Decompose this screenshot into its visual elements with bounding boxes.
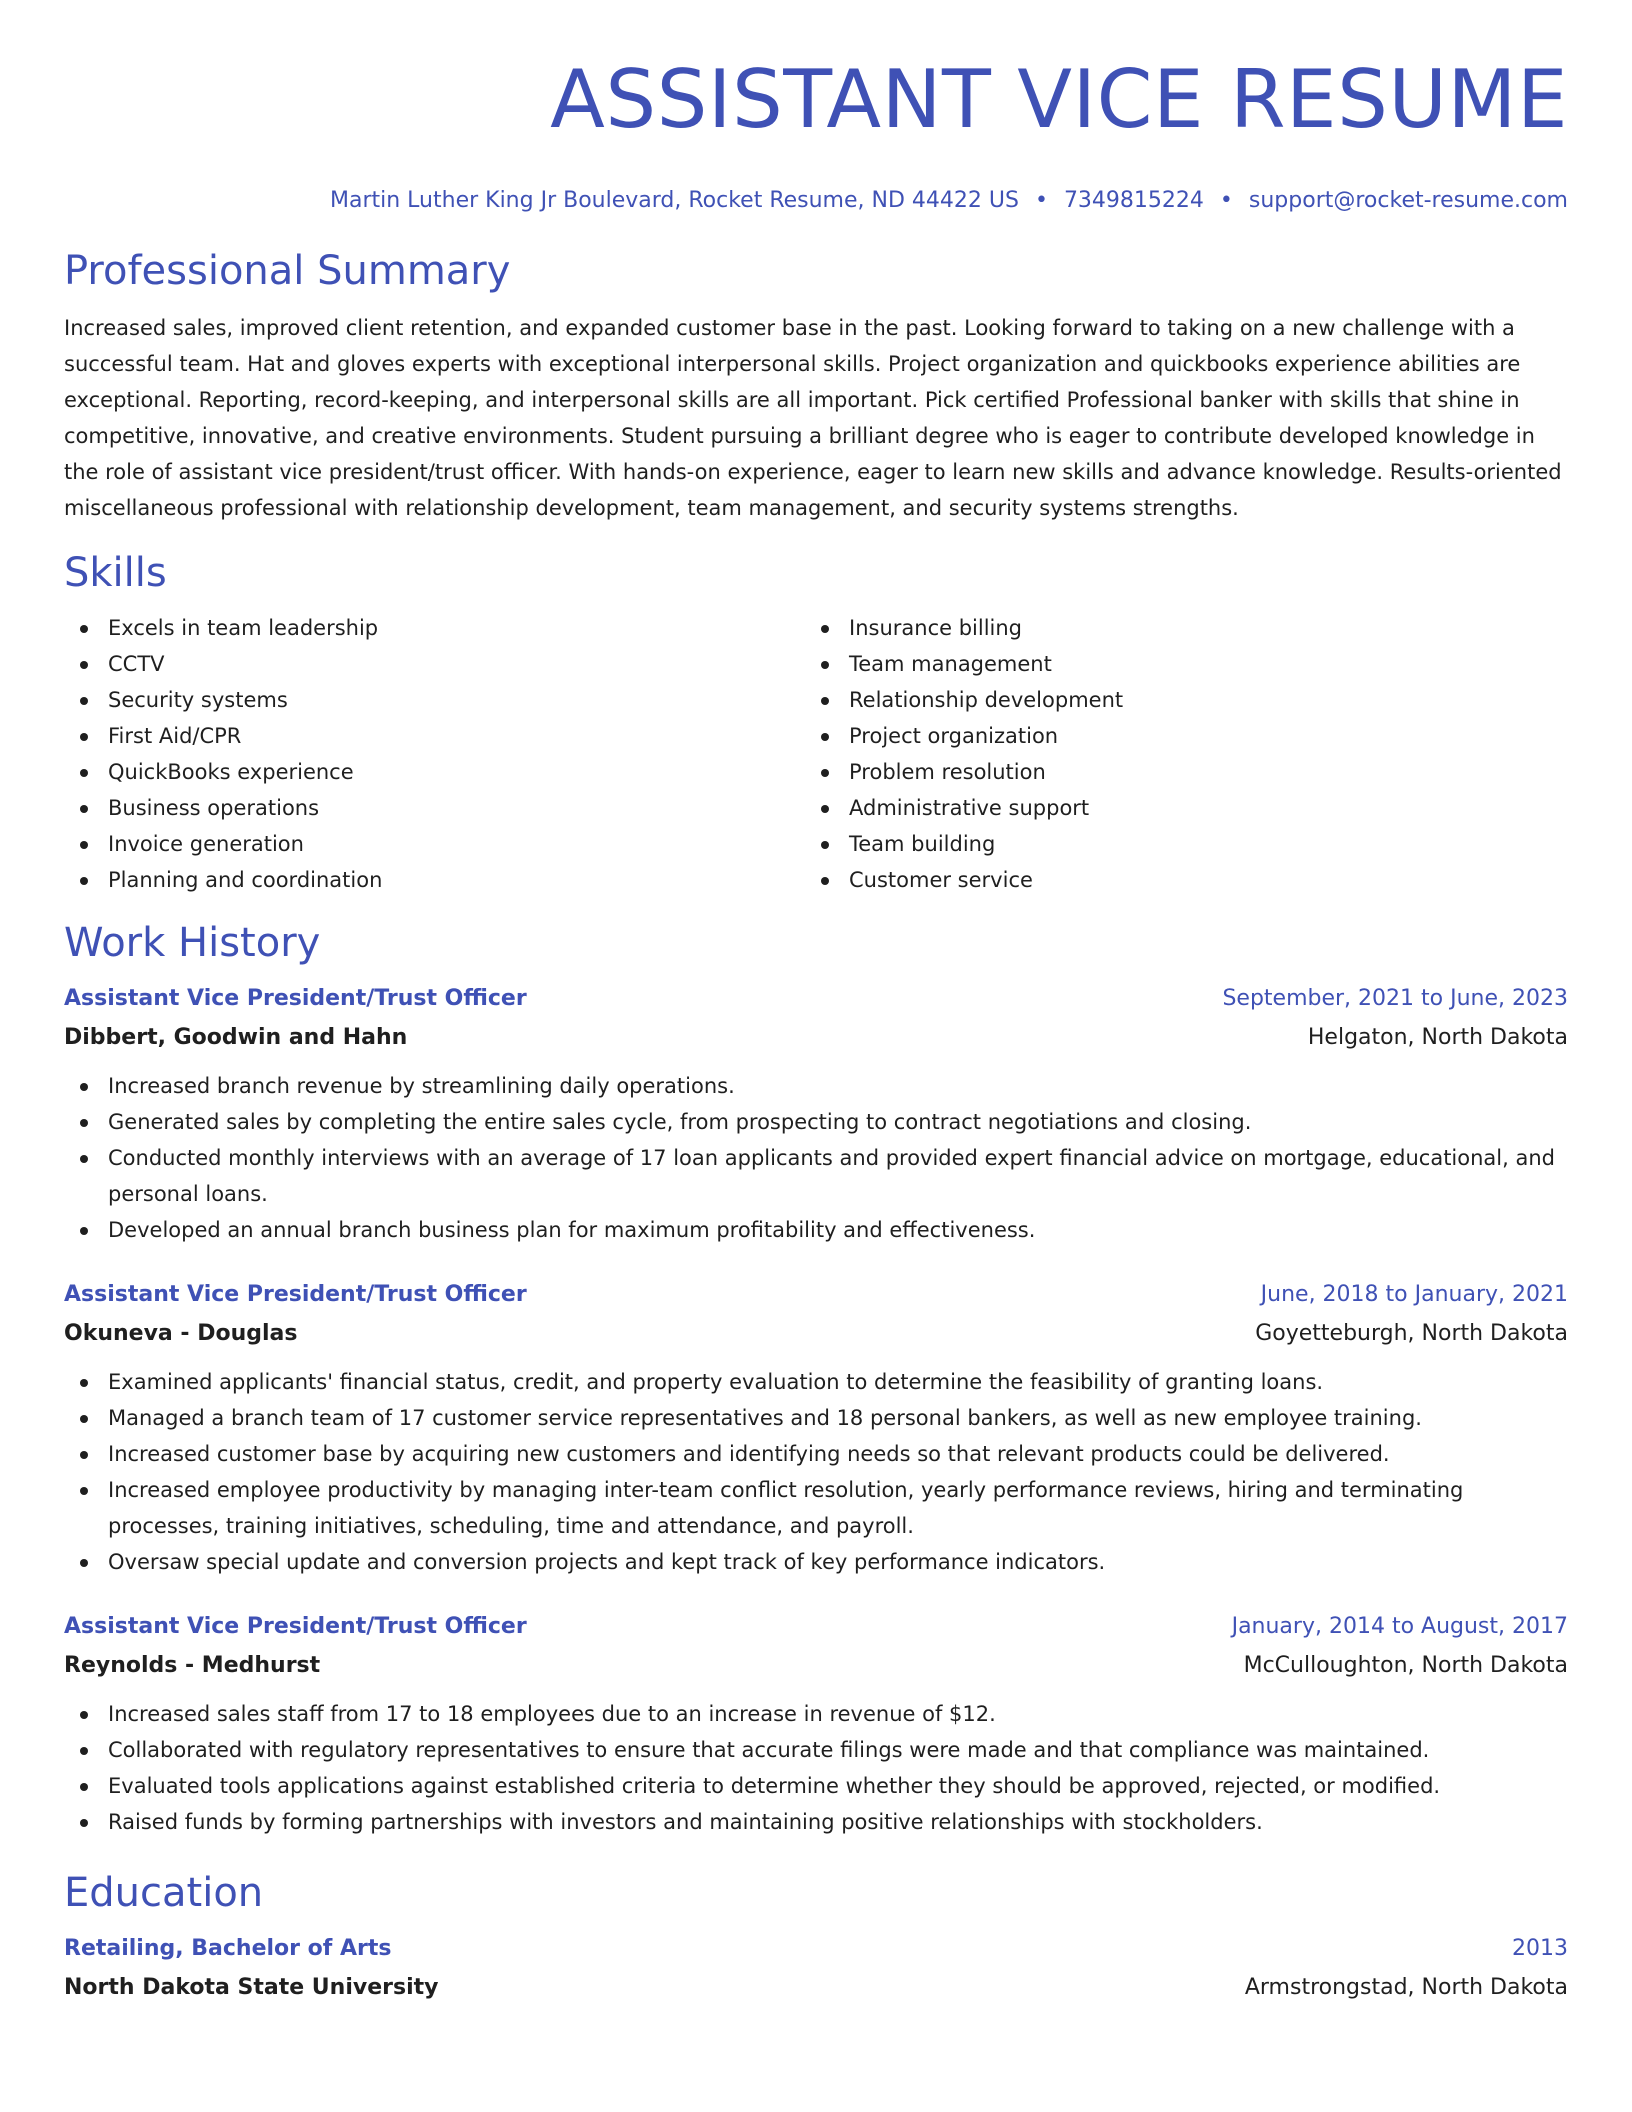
job-bullet: Managed a branch team of 17 customer service representatives and 18 personal bankers, as well as new employee training. xyxy=(64,1400,1568,1436)
job-title: Assistant Vice President/Trust Officer xyxy=(64,1282,527,1307)
job-dates: June, 2018 to January, 2021 xyxy=(1260,1282,1568,1307)
job-title: Assistant Vice President/Trust Officer xyxy=(64,1614,527,1639)
education-school: North Dakota State University xyxy=(64,1975,439,2000)
skill-item: Excels in team leadership xyxy=(64,610,805,646)
job-company: Reynolds - Medhurst xyxy=(64,1653,321,1678)
job-bullet: Examined applicants' financial status, credit, and property evaluation to determine the feasibility of granting loans. xyxy=(64,1364,1568,1400)
summary-heading: Professional Summary xyxy=(64,248,511,294)
job-bullet: Developed an annual branch business plan for maximum profitability and effectiveness. xyxy=(64,1212,1568,1248)
skill-item: Problem resolution xyxy=(805,754,1546,790)
job-title: Assistant Vice President/Trust Officer xyxy=(64,986,527,1011)
job-bullet: Evaluated tools applications against established criteria to determine whether they should be approved, rejected, or modified. xyxy=(64,1768,1568,1804)
job-bullets xyxy=(64,1068,1568,1248)
job-bullet: Generated sales by completing the entire sales cycle, from prospecting to contract negotiations and closing. xyxy=(64,1104,1568,1140)
contact-line xyxy=(64,186,1568,216)
skill-item: First Aid/CPR xyxy=(64,718,805,754)
skill-item: Planning and coordination xyxy=(64,862,805,898)
skills-list xyxy=(64,610,1568,898)
skill-item: Customer service xyxy=(805,862,1546,898)
job-company: Okuneva - Douglas xyxy=(64,1321,298,1346)
skill-item: Relationship development xyxy=(805,682,1546,718)
contact-separator: • xyxy=(1219,188,1233,213)
education-entry xyxy=(64,1932,1568,2006)
skill-item: Team building xyxy=(805,826,1546,862)
job-bullet: Oversaw special update and conversion projects and kept track of key performance indicators. xyxy=(64,1544,1568,1580)
skill-item: Administrative support xyxy=(805,790,1546,826)
job-entry xyxy=(64,1278,1568,1580)
skill-item: Insurance billing xyxy=(805,610,1546,646)
job-location: McCulloughton, North Dakota xyxy=(1243,1653,1568,1678)
job-company: Dibbert, Goodwin and Hahn xyxy=(64,1025,408,1050)
skill-item: Project organization xyxy=(805,718,1546,754)
job-bullet: Collaborated with regulatory representatives to ensure that accurate filings were made and that compliance was maintained. xyxy=(64,1732,1568,1768)
job-bullet: Increased sales staff from 17 to 18 employees due to an increase in revenue of $12. xyxy=(64,1696,1568,1732)
skill-item: QuickBooks experience xyxy=(64,754,805,790)
contact-separator: • xyxy=(1034,188,1048,213)
skills-column-right xyxy=(805,610,1546,898)
job-bullet: Increased branch revenue by streamlining daily operations. xyxy=(64,1068,1568,1104)
education-heading: Education xyxy=(64,1870,264,1916)
job-location: Goyetteburgh, North Dakota xyxy=(1255,1321,1568,1346)
skill-item: Invoice generation xyxy=(64,826,805,862)
job-bullet: Increased employee productivity by managing inter-team conflict resolution, yearly performance reviews, hiring and terminating processes, training initiatives, scheduling, time and attendance, and payroll. xyxy=(64,1472,1568,1544)
education-degree: Retailing, Bachelor of Arts xyxy=(64,1936,392,1961)
contact-address: Martin Luther King Jr Boulevard, Rocket Resume, ND 44422 US xyxy=(330,188,1019,213)
summary-text: Increased sales, improved client retention, and expanded customer base in the past. Looking forward to taking on a new challenge with a successful team. Hat and gloves experts with exceptional interpersonal skills. Project organization and quickbooks experience abilities are exceptional. Reporting, record-keeping, and interpersonal skills are all important. Pick certified Professional banker with skills that shine in competitive, innovative, and creative environments. Student pursuing a brilliant degree who is eager to contribute developed knowledge in the role of assistant vice president/trust officer. With hands-on experience, eager to learn new skills and advance knowledge. Results-oriented miscellaneous professional with relationship development, team management, and security systems strengths. xyxy=(64,316,1562,520)
job-bullet: Conducted monthly interviews with an average of 17 loan applicants and provided expert financial advice on mortgage, educational, and personal loans. xyxy=(64,1140,1568,1212)
job-dates: September, 2021 to June, 2023 xyxy=(1222,986,1568,1011)
skill-item: Team management xyxy=(805,646,1546,682)
job-bullet: Raised funds by forming partnerships with investors and maintaining positive relationships with stockholders. xyxy=(64,1804,1568,1840)
skills-column-left xyxy=(64,610,805,898)
skills-heading: Skills xyxy=(64,550,167,596)
job-bullets xyxy=(64,1696,1568,1840)
job-dates: January, 2014 to August, 2017 xyxy=(1231,1614,1568,1639)
education-location: Armstrongstad, North Dakota xyxy=(1244,1975,1568,2000)
resume-title: ASSISTANT VICE RESUME xyxy=(550,53,1568,146)
contact-phone: 7349815224 xyxy=(1063,188,1204,213)
contact-email[interactable]: support@rocket-resume.com xyxy=(1248,188,1568,213)
education-year: 2013 xyxy=(1512,1936,1568,1961)
job-entry xyxy=(64,1610,1568,1840)
job-bullet: Increased customer base by acquiring new customers and identifying needs so that relevant products could be delivered. xyxy=(64,1436,1568,1472)
skill-item: CCTV xyxy=(64,646,805,682)
job-location: Helgaton, North Dakota xyxy=(1307,1025,1568,1050)
work-history-heading: Work History xyxy=(64,920,321,966)
skill-item: Security systems xyxy=(64,682,805,718)
job-entry xyxy=(64,982,1568,1248)
job-bullets xyxy=(64,1364,1568,1580)
skill-item: Business operations xyxy=(64,790,805,826)
